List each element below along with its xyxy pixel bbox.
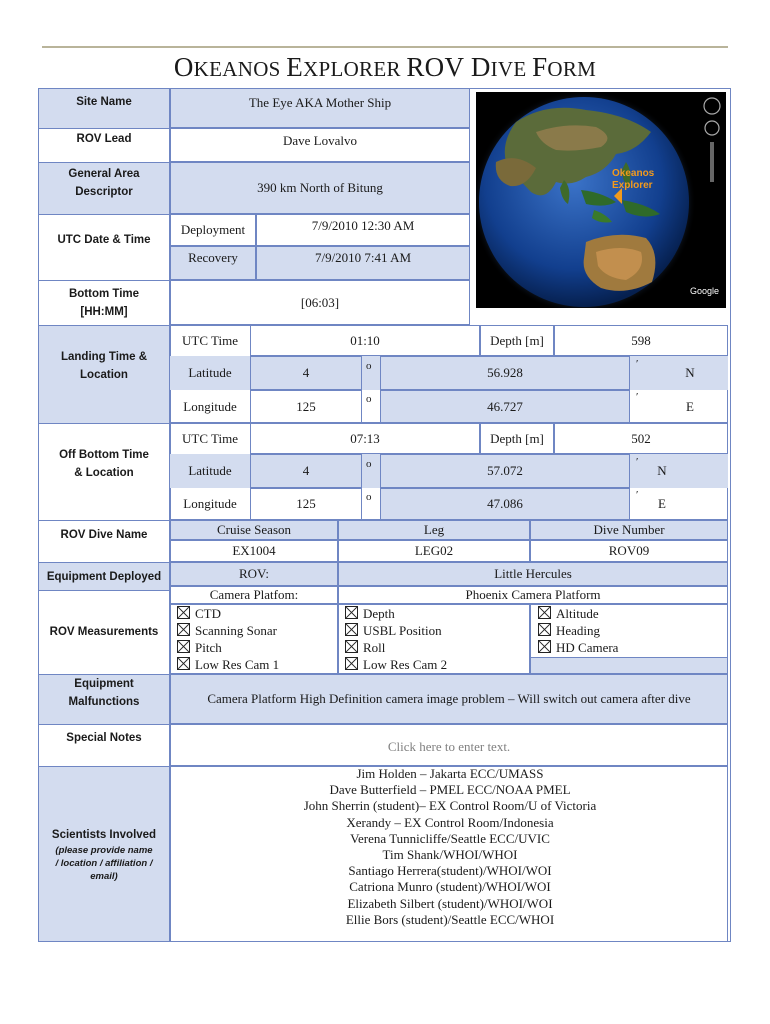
- zoom-slider-icon: [710, 142, 714, 182]
- row-divider: [38, 423, 170, 424]
- list-item: Elizabeth Silbert (student)/WHOI/WOI: [347, 895, 553, 911]
- off-lon-min-field[interactable]: 47.086: [380, 488, 630, 520]
- hd-camera-checkbox[interactable]: HD Camera: [538, 639, 618, 656]
- globe-map-image: [476, 92, 726, 308]
- degree-symbol: o: [366, 491, 372, 503]
- heading-checkbox[interactable]: Heading: [538, 622, 600, 639]
- bottom-time-field[interactable]: [06:03]: [170, 280, 470, 325]
- checked-box-icon: [177, 606, 190, 619]
- landing-lat-deg-field[interactable]: 4: [250, 356, 362, 390]
- row-divider: [38, 280, 170, 281]
- globe-label-line2: Explorer: [612, 180, 653, 191]
- off-lat-label: Latitude: [188, 463, 232, 478]
- rov-label: ROV:: [170, 562, 338, 586]
- list-item: John Sherrin (student)– EX Control Room/U of Victoria: [303, 798, 597, 814]
- degree-symbol: o: [366, 458, 372, 470]
- minute-symbol: ′: [636, 489, 639, 501]
- list-item: Verena Tunnicliffe/Seattle ECC/UVIC: [350, 830, 550, 846]
- cruise-season-field[interactable]: EX1004: [170, 540, 338, 562]
- off-lat-deg-field[interactable]: 4: [250, 454, 362, 488]
- low-res-cam-1-checkbox[interactable]: Low Res Cam 1: [177, 656, 279, 673]
- landing-lat-label: Latitude: [188, 365, 232, 380]
- utc-date-time-label: UTC Date & Time: [57, 234, 151, 246]
- low-res-cam-2-checkbox[interactable]: Low Res Cam 2: [345, 656, 447, 673]
- landing-depth-label: Depth [m]: [480, 325, 554, 356]
- row-divider: [38, 214, 170, 215]
- altitude-checkbox[interactable]: Altitude: [538, 605, 599, 622]
- list-item: Jim Holden – Jakarta ECC/UMASS: [356, 766, 544, 781]
- general-area-label: General Area Descriptor: [68, 168, 140, 198]
- off-utc-field[interactable]: 07:13: [250, 423, 480, 454]
- list-item: Xerandy – EX Control Room/Indonesia: [346, 814, 554, 830]
- depth-checkbox[interactable]: Depth: [345, 605, 395, 622]
- list-item: Catriona Munro (student)/WHOI/WOI: [349, 879, 551, 895]
- leg-label: Leg: [338, 520, 530, 540]
- checked-box-icon: [177, 657, 190, 670]
- usbl-position-checkbox[interactable]: USBL Position: [345, 622, 442, 639]
- rov-lead-label: ROV Lead: [76, 133, 132, 145]
- special-notes-field[interactable]: Click here to enter text.: [170, 724, 728, 766]
- minute-symbol: ′: [636, 456, 639, 468]
- scientists-involved-label: Scientists Involved: [51, 829, 157, 841]
- landing-lat-min-field[interactable]: 56.928: [380, 356, 630, 390]
- general-area-field[interactable]: 390 km North of Bitung: [170, 162, 470, 214]
- bottom-time-label: Bottom Time [HH:MM]: [68, 288, 140, 318]
- landing-lon-label: Longitude: [183, 398, 237, 414]
- row-divider: [38, 325, 170, 326]
- minute-symbol: ′: [636, 358, 639, 370]
- header-rule: [42, 46, 728, 48]
- row-divider: [38, 724, 170, 725]
- landing-lon-min-field[interactable]: 46.727: [380, 390, 630, 423]
- minute-symbol: ′: [636, 391, 639, 403]
- checked-box-icon: [345, 606, 358, 619]
- scientists-list: [172, 766, 728, 928]
- row-divider: [38, 520, 170, 521]
- landing-lat-hem[interactable]: N: [685, 365, 695, 380]
- checked-box-icon: [177, 640, 190, 653]
- list-item: Santiago Herrera(student)/WHOI/WOI: [348, 863, 552, 879]
- checked-box-icon: [177, 623, 190, 636]
- off-utc-label: UTC Time: [182, 430, 238, 446]
- malfunctions-field[interactable]: Camera Platform High Definition camera image problem – Will switch out camera after dive: [170, 674, 728, 724]
- rov-field[interactable]: Little Hercules: [338, 562, 728, 586]
- off-lat-hem[interactable]: N: [657, 463, 667, 478]
- recovery-label: Recovery: [170, 246, 256, 280]
- landing-utc-label: UTC Time: [182, 332, 238, 348]
- landing-lon-hem[interactable]: E: [686, 398, 694, 414]
- recovery-field[interactable]: 7/9/2010 7:41 AM: [256, 246, 470, 280]
- list-item: Ellie Bors (student)/Seattle ECC/WHOI: [345, 911, 555, 927]
- row-divider: [38, 766, 170, 767]
- equipment-malfunctions-label: Equipment Malfunctions: [68, 678, 140, 708]
- off-depth-field[interactable]: 502: [554, 423, 728, 454]
- compass-icon: [704, 98, 720, 114]
- globe-label-line1: Okeanos: [612, 168, 655, 179]
- cruise-season-label: Cruise Season: [170, 520, 338, 540]
- off-depth-label: Depth [m]: [480, 423, 554, 454]
- scanning-sonar-checkbox[interactable]: Scanning Sonar: [177, 622, 277, 639]
- degree-symbol: o: [366, 360, 372, 372]
- measurements-empty-cell: [530, 657, 728, 674]
- checked-box-icon: [538, 640, 551, 653]
- rov-dive-name-label: ROV Dive Name: [60, 529, 148, 541]
- off-lat-min-field[interactable]: 57.072: [380, 454, 630, 488]
- site-name-field[interactable]: The Eye AKA Mother Ship: [170, 88, 470, 128]
- landing-lon-deg-field[interactable]: 125: [250, 390, 362, 423]
- deployment-label: Deployment: [170, 214, 256, 246]
- off-lon-label: Longitude: [183, 496, 237, 511]
- off-bottom-label: Off Bottom Time & Location: [59, 449, 149, 479]
- checked-box-icon: [345, 640, 358, 653]
- equipment-deployed-label: Equipment Deployed: [46, 571, 162, 583]
- camera-platform-label: Camera Platfom:: [170, 586, 338, 604]
- landing-utc-field[interactable]: 01:10: [250, 325, 480, 356]
- rov-lead-field[interactable]: Dave Lovalvo: [170, 128, 470, 162]
- deployment-field[interactable]: 7/9/2010 12:30 AM: [256, 214, 470, 246]
- row-divider: [38, 590, 170, 591]
- google-logo: Google: [690, 286, 720, 296]
- off-lon-hem[interactable]: E: [658, 496, 666, 511]
- checked-box-icon: [538, 623, 551, 636]
- globe-svg: [476, 92, 726, 308]
- checked-box-icon: [538, 606, 551, 619]
- landing-depth-field[interactable]: 598: [554, 325, 728, 356]
- special-notes-label: Special Notes: [66, 732, 142, 744]
- scientists-hint: (please provide name / location / affiliation / email): [55, 844, 153, 882]
- ctd-checkbox[interactable]: CTD: [177, 605, 221, 622]
- rov-measurements-label: ROV Measurements: [49, 626, 159, 638]
- off-lon-deg-field[interactable]: 125: [250, 488, 362, 520]
- degree-symbol: o: [366, 393, 372, 405]
- landing-label: Landing Time & Location: [60, 351, 148, 381]
- list-item: Tim Shank/WHOI/WHOI: [382, 847, 518, 863]
- list-item: Dave Butterfield – PMEL ECC/NOAA PMEL: [329, 782, 571, 798]
- leg-field[interactable]: LEG02: [338, 540, 530, 562]
- checked-box-icon: [345, 623, 358, 636]
- dive-number-field[interactable]: ROV09: [530, 540, 728, 562]
- navigation-icon: [705, 121, 719, 135]
- row-divider: [38, 562, 170, 563]
- roll-checkbox[interactable]: Roll: [345, 639, 385, 656]
- site-name-label: Site Name: [76, 96, 132, 108]
- pitch-checkbox[interactable]: Pitch: [177, 639, 222, 656]
- checked-box-icon: [345, 657, 358, 670]
- dive-number-label: Dive Number: [530, 520, 728, 540]
- camera-platform-field[interactable]: Phoenix Camera Platform: [338, 586, 728, 604]
- page-title: OKEANOS EXPLORER ROV DIVE FORM: [173, 52, 597, 82]
